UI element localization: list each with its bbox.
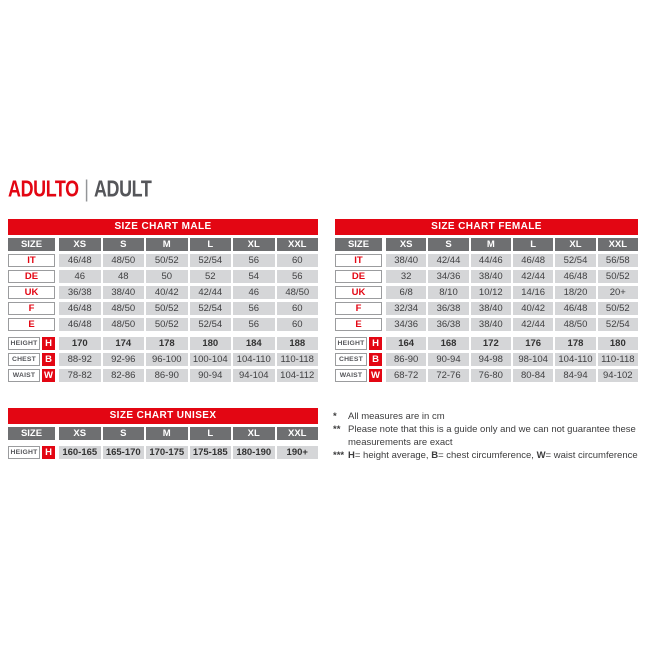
size-value-cell: 42/44 [513,270,553,283]
size-value-cell: 56 [277,270,319,283]
measure-value-cell: 165-170 [103,446,145,459]
region-label: UK [8,286,55,299]
size-value-cell: 56 [233,254,275,267]
size-value-cell: 46 [59,270,101,283]
measure-value-cell: 190+ [277,446,319,459]
column-header: S [103,427,145,440]
footnote-text: All measures are in cm [348,411,445,422]
size-value-cell: 8/10 [428,286,468,299]
size-value-cell: 56/58 [598,254,638,267]
size-value-cell: 60 [277,302,319,315]
size-value-cell: 48/50 [277,286,319,299]
page-title-secondary: ADULT [93,175,152,202]
measure-value-cell: 110-118 [598,353,638,366]
size-value-cell: 40/42 [513,302,553,315]
measure-code-badge: H [42,446,55,459]
footnote-marker: *** [333,450,345,461]
measure-value-cell: 175-185 [190,446,232,459]
size-label-zone [335,270,382,283]
measure-code-badge: W [42,369,55,382]
region-label: F [8,302,55,315]
size-value-cell: 46/48 [59,318,101,331]
size-label-zone [335,318,382,331]
measure-value-cell: 180 [190,337,232,350]
measure-value-cell: 104-110 [233,353,275,366]
measure-label: CHEST [8,353,40,366]
size-label-zone [335,238,382,251]
size-value-cell: 6/8 [386,286,426,299]
footnote [333,410,645,423]
footnote [333,423,645,449]
page-title-primary: ADULTO [8,175,79,202]
size-chart-female-table [335,219,638,382]
measure-value-cell: 160-165 [59,446,101,459]
size-value-cell: 48/50 [103,254,145,267]
region-label: F [335,302,382,315]
measure-label-zone [8,353,55,366]
measure-value-cell: 164 [386,337,426,350]
size-value-cell: 52/54 [190,302,232,315]
region-size-row [335,302,638,315]
measure-value-cell: 168 [428,337,468,350]
size-value-cell: 32 [386,270,426,283]
measure-value-cell: 170 [59,337,101,350]
size-value-cell: 38/40 [103,286,145,299]
size-value-cell: 54 [233,270,275,283]
size-value-cell: 36/38 [428,302,468,315]
size-value-cell: 38/40 [471,270,511,283]
size-value-cell: 40/42 [146,286,188,299]
size-value-cell: 38/40 [471,318,511,331]
measure-value-cell: 104-110 [555,353,595,366]
size-value-cell: 46 [233,286,275,299]
footnote-marker: ** [333,424,341,435]
size-value-cell: 48/50 [103,302,145,315]
column-header: S [103,238,145,251]
column-header: L [513,238,553,251]
column-header: L [190,427,232,440]
region-label: UK [335,286,382,299]
region-size-row [8,318,318,331]
measure-value-cell: 78-82 [59,369,101,382]
measure-value-cell: 90-94 [428,353,468,366]
page-title [8,175,151,203]
measure-row [8,369,318,382]
size-value-cell: 14/16 [513,286,553,299]
size-value-cell: 46/48 [59,254,101,267]
measure-code-badge: W [369,369,382,382]
measure-value-cell: 76-80 [471,369,511,382]
size-value-cell: 60 [277,318,319,331]
column-header: XL [233,427,275,440]
column-header: XXL [277,238,319,251]
size-column-header: SIZE [8,427,55,440]
column-header: XS [386,238,426,251]
measure-value-cell: 92-96 [103,353,145,366]
page-title-separator: | [84,175,89,202]
measure-value-cell: 110-118 [277,353,319,366]
measure-value-cell: 176 [513,337,553,350]
measure-label: CHEST [335,353,367,366]
size-label-zone [8,254,55,267]
footnote-text: H= height average, B= chest circumference, W= waist circumference [348,450,638,461]
measure-value-cell: 94-98 [471,353,511,366]
region-label: E [335,318,382,331]
measure-label: HEIGHT [335,337,367,350]
size-value-cell: 44/46 [471,254,511,267]
measure-code-badge: B [42,353,55,366]
measure-value-cell: 98-104 [513,353,553,366]
measure-row [8,353,318,366]
size-label-zone [335,254,382,267]
measure-row [8,446,318,459]
region-size-row [335,286,638,299]
column-header-row [8,427,318,440]
measure-label-zone [8,337,55,350]
size-value-cell: 46/48 [555,302,595,315]
region-label: DE [8,270,55,283]
size-value-cell: 50/52 [146,254,188,267]
measure-row [335,369,638,382]
measure-value-cell: 94-102 [598,369,638,382]
measure-value-cell: 174 [103,337,145,350]
measure-row [335,353,638,366]
region-label: IT [335,254,382,267]
footnote-marker: * [333,411,337,422]
column-header: XXL [598,238,638,251]
measure-value-cell: 86-90 [386,353,426,366]
size-value-cell: 52/54 [598,318,638,331]
size-label-zone [8,270,55,283]
size-value-cell: 38/40 [386,254,426,267]
size-value-cell: 34/36 [428,270,468,283]
size-value-cell: 50/52 [146,302,188,315]
measure-value-cell: 86-90 [146,369,188,382]
region-size-row [8,254,318,267]
measure-label: HEIGHT [8,337,40,350]
measure-code-badge: B [369,353,382,366]
measure-value-cell: 178 [146,337,188,350]
measure-value-cell: 178 [555,337,595,350]
size-column-header: SIZE [335,238,382,251]
size-value-cell: 52 [190,270,232,283]
measure-value-cell: 94-104 [233,369,275,382]
measure-code-badge: H [42,337,55,350]
footnote [333,449,645,462]
measure-value-cell: 104-112 [277,369,319,382]
measure-value-cell: 88-92 [59,353,101,366]
size-value-cell: 50/52 [598,302,638,315]
size-value-cell: 60 [277,254,319,267]
measure-label: WAIST [335,369,367,382]
region-size-row [8,270,318,283]
size-value-cell: 46/48 [555,270,595,283]
column-header: M [146,238,188,251]
size-label-zone [8,286,55,299]
footnote-text: Please note that this is a guide only and we can not guarantee these measurements are exact [348,424,636,448]
size-label-zone [335,286,382,299]
measure-value-cell: 68-72 [386,369,426,382]
measure-value-cell: 180-190 [233,446,275,459]
region-size-row [335,318,638,331]
size-value-cell: 52/54 [190,254,232,267]
region-size-row [8,286,318,299]
measure-value-cell: 72-76 [428,369,468,382]
column-header: XXL [277,427,319,440]
measure-label-zone [335,353,382,366]
size-value-cell: 18/20 [555,286,595,299]
measure-value-cell: 96-100 [146,353,188,366]
size-label-zone [8,302,55,315]
measure-value-cell: 80-84 [513,369,553,382]
measure-value-cell: 84-94 [555,369,595,382]
size-label-zone [8,427,55,440]
size-value-cell: 48/50 [555,318,595,331]
size-column-header: SIZE [8,238,55,251]
size-value-cell: 38/40 [471,302,511,315]
size-value-cell: 34/36 [386,318,426,331]
size-value-cell: 42/44 [513,318,553,331]
column-header: M [471,238,511,251]
size-value-cell: 46/48 [59,302,101,315]
region-size-row [335,254,638,267]
measure-value-cell: 188 [277,337,319,350]
region-size-row [8,302,318,315]
size-value-cell: 48 [103,270,145,283]
size-label-zone [8,238,55,251]
size-value-cell: 32/34 [386,302,426,315]
column-header-row [8,238,318,251]
footnotes [333,410,645,462]
size-label-zone [8,318,55,331]
column-header: L [190,238,232,251]
column-header: XL [233,238,275,251]
size-chart-male-table [8,219,318,382]
region-label: IT [8,254,55,267]
measure-label-zone [8,446,55,459]
size-value-cell: 36/38 [59,286,101,299]
size-value-cell: 50/52 [598,270,638,283]
region-label: E [8,318,55,331]
measure-row [8,337,318,350]
table-title-bar: SIZE CHART FEMALE [335,219,638,235]
size-value-cell: 50/52 [146,318,188,331]
region-label: DE [335,270,382,283]
size-label-zone [335,302,382,315]
size-value-cell: 20+ [598,286,638,299]
table-title-bar: SIZE CHART UNISEX [8,408,318,424]
measure-value-cell: 184 [233,337,275,350]
size-value-cell: 10/12 [471,286,511,299]
size-value-cell: 50 [146,270,188,283]
column-header: M [146,427,188,440]
column-header: S [428,238,468,251]
column-header: XL [555,238,595,251]
measure-label-zone [335,369,382,382]
measure-row [335,337,638,350]
measure-label-zone [335,337,382,350]
measure-value-cell: 180 [598,337,638,350]
measure-label: HEIGHT [8,446,40,459]
size-value-cell: 46/48 [513,254,553,267]
column-header-row [335,238,638,251]
size-value-cell: 52/54 [190,318,232,331]
measure-value-cell: 82-86 [103,369,145,382]
size-value-cell: 56 [233,318,275,331]
measure-label-zone [8,369,55,382]
size-value-cell: 48/50 [103,318,145,331]
size-chart-unisex-table [8,408,318,459]
column-header: XS [59,238,101,251]
column-header: XS [59,427,101,440]
size-value-cell: 52/54 [555,254,595,267]
region-size-row [335,270,638,283]
size-value-cell: 56 [233,302,275,315]
measure-value-cell: 90-94 [190,369,232,382]
table-title-bar: SIZE CHART MALE [8,219,318,235]
size-value-cell: 36/38 [428,318,468,331]
size-value-cell: 42/44 [428,254,468,267]
measure-code-badge: H [369,337,382,350]
measure-value-cell: 172 [471,337,511,350]
measure-value-cell: 100-104 [190,353,232,366]
measure-label: WAIST [8,369,40,382]
measure-value-cell: 170-175 [146,446,188,459]
size-value-cell: 42/44 [190,286,232,299]
